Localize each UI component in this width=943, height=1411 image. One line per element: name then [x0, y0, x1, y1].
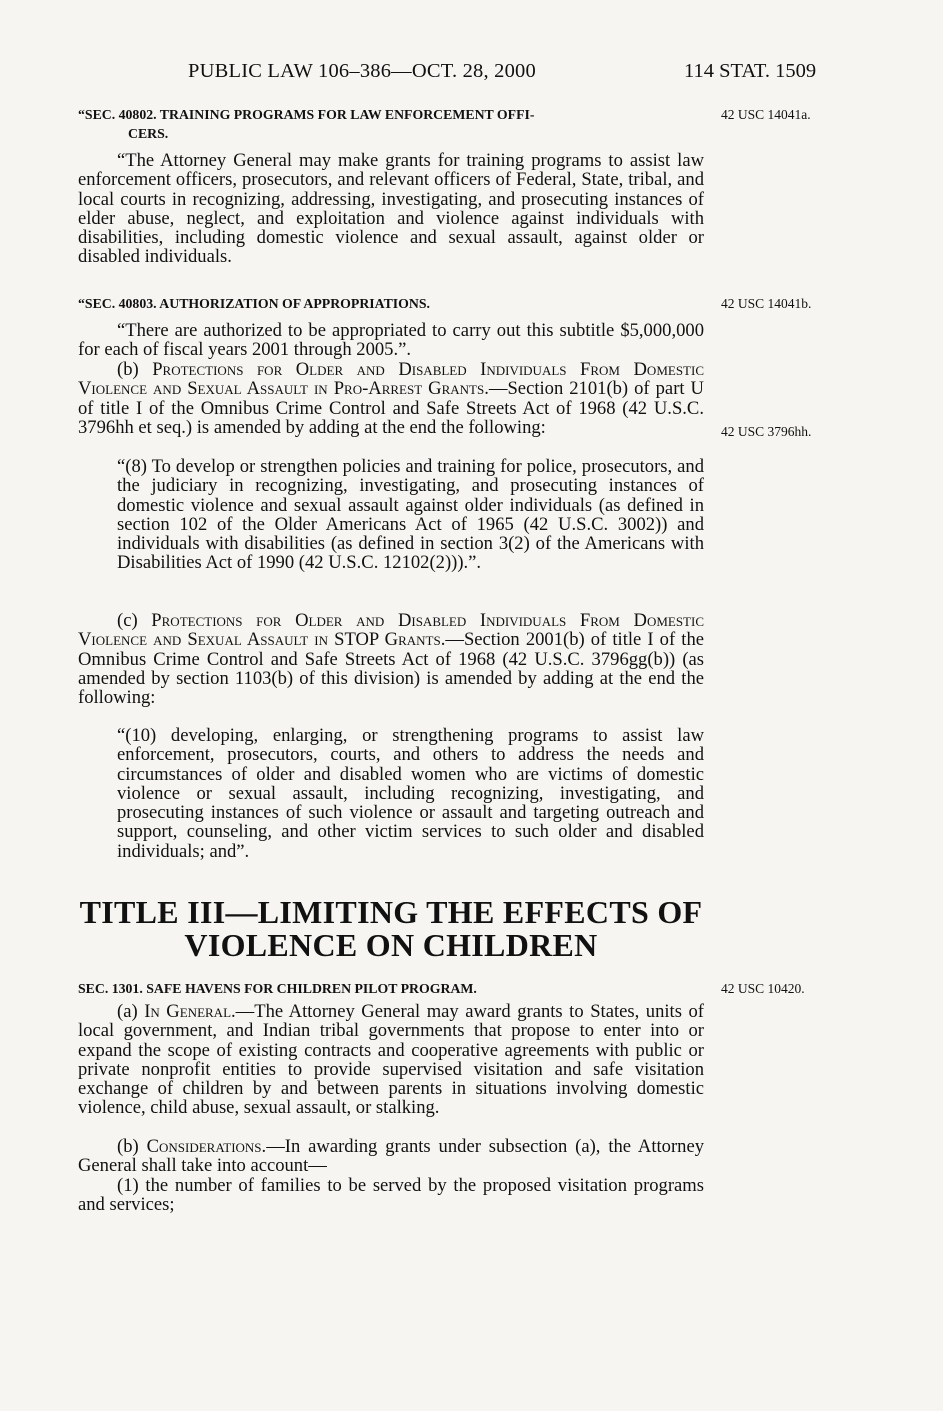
running-header-page-number: 114 STAT. 1509 [684, 60, 817, 82]
subsection-c-text: —Section 2001(b) of title I of the Omnibus Crime Control and Safe Streets Act of 1968 (42 U.S.C. 3796gg(b)) (as amended by section 1103(b) of this division) is amended by adding at the end the following: [78, 629, 704, 709]
margin-note-3796hh: 42 USC 3796hh. [721, 424, 812, 439]
title-iii-heading-line2: VIOLENCE ON CHILDREN [184, 927, 598, 963]
section-40803-body: “There are authorized to be appropriated to carry out this subtitle $5,000,000 for each of fiscal years 2001 through 2005.”. [78, 320, 704, 361]
subsection-b-text: —Section 2101(b) of part U of title I of the Omnibus Crime Control and Safe Streets Act of 1968 (42 U.S.C. 3796hh et seq.) is amended by adding at the end the following: [78, 378, 704, 438]
consideration-item-1 [78, 1176, 704, 1215]
section-40802-heading-line1: “SEC. 40802. TRAINING PROGRAMS FOR LAW ENFORCEMENT OFFI- [78, 107, 535, 122]
section-40802-heading-line2: CERS. [128, 126, 169, 141]
margin-note-14041a: 42 USC 14041a. [721, 107, 811, 122]
subsection-a-text: —The Attorney General may award grants to States, units of local government, and Indian tribal governments that propose to enter into or expand the scope of existing contracts and cooperative agreements with public or private nonprofit entities to provide supervised visitation and safe visitation exchange of children by and between parents in situations involving domestic violence, child abuse, sexual assault, or stalking. [78, 1001, 704, 1119]
subsection-b2-label: (b) [117, 1136, 147, 1157]
section-40803-heading: “SEC. 40803. AUTHORIZATION OF APPROPRIATIONS. [78, 296, 430, 311]
section-40802-heading [78, 105, 704, 143]
section-1301-heading: SEC. 1301. SAFE HAVENS FOR CHILDREN PILOT PROGRAM. [78, 981, 477, 996]
subsection-c-label: (c) [117, 610, 152, 631]
subsection-c-heading: Protections for Older and Disabled Individuals From Domestic Violence and Sexual Assault in STOP Grants. [78, 610, 704, 651]
paragraph-10-quote: “(10) developing, enlarging, or strengthening programs to assist law enforcement, prosecutors, courts, and others to address the needs and circumstances of older and disabled women who are victims of domestic violence or sexual assault, including recognizing, investigating, and prosecuting instances of such violence or assault and targeting outreach and support, counseling, and other victim services to such older and disabled individuals; and”. [117, 725, 704, 862]
consideration-item-1-text: (1) the number of families to be served by the proposed visitation programs and services; [78, 1175, 704, 1216]
subsection-b2-text: —In awarding grants under subsection (a), the Attorney General shall take into account— [78, 1136, 704, 1177]
subsection-a-label: (a) [117, 1001, 145, 1022]
subsection-a-heading: In General. [144, 1001, 236, 1022]
section-1301-subsection-a [78, 1002, 704, 1118]
paragraph-8-text: “(8) To develop or strengthen policies and training for police, prosecutors, and the judiciary in recognizing, investigating, and prosecuting instances of domestic violence and sexual assault against older individuals (as defined in section 102 of the Older Americans Act of 1965 (42 U.S.C. 3002)) and individuals with disabilities (as defined in section 3(2) of the Americans with Disabilities Act of 1990 (42 U.S.C. 12102(2))).”. [117, 456, 704, 574]
section-1301-subsection-b [78, 1137, 704, 1176]
subsection-b-label: (b) [117, 359, 153, 380]
running-header-citation: PUBLIC LAW 106–386—OCT. 28, 2000 [188, 60, 536, 82]
subsection-b2-heading: Considerations. [146, 1136, 267, 1157]
subsection-c [78, 611, 704, 707]
paragraph-8-quote [117, 457, 704, 573]
section-40802-body: “The Attorney General may make grants for training programs to assist law enforcement officers, prosecutors, and relevant officers of Federal, State, tribal, and local courts in recognizing, addressing, investigating, and prosecuting instances of elder abuse, neglect, and exploitation and violence against individuals with disabilities, including domestic violence and sexual assault, against older or disabled individuals. [78, 150, 704, 268]
title-iii-heading [78, 896, 704, 962]
title-iii-heading-line1: TITLE III—LIMITING THE EFFECTS OF [79, 894, 703, 930]
subsection-b-heading: Protections for Older and Disabled Individuals From Domestic Violence and Sexual Assault in Pro-Arrest Grants. [78, 359, 704, 400]
subsection-b [78, 360, 704, 437]
margin-note-10420: 42 USC 10420. [721, 981, 805, 996]
margin-note-14041b: 42 USC 14041b. [721, 296, 812, 311]
